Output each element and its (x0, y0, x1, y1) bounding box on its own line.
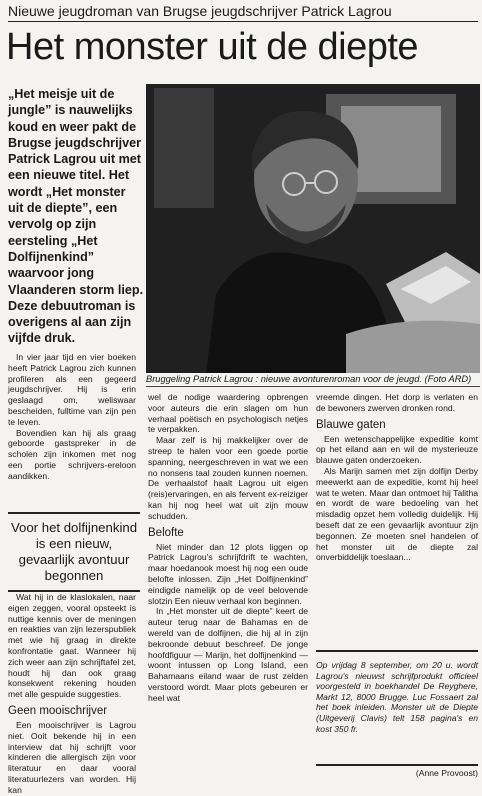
column-2 (148, 392, 308, 704)
photo-caption: Bruggeling Patrick Lagrou : nieuwe avonturenroman voor de jeugd. (Foto ARD) (146, 373, 480, 387)
col1-paragraph-1: In vier jaar tijd en vier boeken heeft Patrick Lagrou zich kunnen profileren als een gegeerd jeugdschrijver. Hij is erin geslaagd om, weliswaar bescheiden, fulltime van zijn pen te leven. (8, 352, 136, 427)
subhead-blauwe-gaten: Blauwe gaten (316, 418, 386, 431)
author-credit: (Anne Provoost) (415, 768, 478, 778)
col1-paragraph-2: Bovendien kan hij als graag geboorde gastspreker in de scholen zijn inkomen met nog een portie schrijvers-ereloon aandikken. (8, 427, 136, 481)
col2-paragraph-4: In „Het monster uit de diepte” keert de auteur terug naar de Bahamas en de wereld van de dolfijnen, die hij al in zijn bekroonde debuut beschreef. De jonge hoofdfiguur — Marijn, het dolfijnenkind — woont intussen op Long Island, een Bahamaans eiland waar de rust zelden verstoord wordt. Maar plots gebeuren er heel wat (148, 606, 308, 703)
subhead-geen-mooischrijver: Geen mooischrijver (8, 704, 108, 717)
event-info-box (316, 650, 478, 766)
lede-text: „Het meisje uit de jungle” is nauwelijks koud en weer pakt de Brugse jeugdschrijver Patrick Lagrou uit met een nieuwe titel. Het wordt „Het monster uit de diepte”, een vervolg op zijn eersteling „Het Dolfijnenkind” waarvoor jong Vlaanderen storm liep. Deze debuutroman is overigens al aan zijn vijfde druk. (8, 87, 144, 346)
col2-paragraph-1: wel de nodige waardering opbrengen voor auteurs die erin slagen om hun verhaal poëtisch en psychologisch netjes te verpakken. (148, 392, 308, 435)
pull-quote: Voor het dolfijnenkind is een nieuw, gevaarlijk avontuur begonnen (8, 512, 140, 592)
kicker-line: Nieuwe jeugdroman van Brugse jeugdschrijver Patrick Lagrou (8, 2, 478, 22)
col1-paragraph-4: Een mooischrijver is Lagrou niet. Ooit bekende hij in een interview dat hij schrijft voor kinderen die allergisch zijn voor literatuur en daar vooral literatuurlezers van worden. Hij kan (8, 719, 136, 795)
col2-paragraph-2: Maar zelf is hij makkelijker over de streep te halen voor een goede portie spanning, neergeschreven in wat we een no nonsens taal zouden kunnen noemen. De verhaalstof haalt Lagrou uit eigen (reis)ervaringen, en als fervent ex-reiziger kan hij nog heel wat uit zijn mouw schudden. (148, 435, 308, 521)
col3-paragraph-2: Een wetenschappelijke expeditie komt op het eiland aan en wil de mysterieuze blauwe gaten onderzoeken. (316, 433, 478, 466)
column-1-top (8, 352, 136, 482)
headline: Het monster uit de diepte (6, 26, 419, 68)
col2-paragraph-3: Niet minder dan 12 plots liggen op Patrick Lagrou's schrijfdrift te wachten, maar hoedanook moest hij nog een oude belofte inlossen. Zijn „Het Dolfijnenkind” eindigde namelijk op de veel belovende slotzin Een nieuw verhaal kon beginnen. (148, 541, 308, 606)
column-1-bottom (8, 592, 136, 796)
col1-paragraph-3: Wat hij in de klaslokalen, naar eigen zeggen, vooral opsteekt is nuttige kennis over de meningen en reakties van zijn lezerspubliek met wie hij graag in direkte konfrontatie gaat. Wanneer hij zich weer aan zijn schrijftafel zet, houdt hij dan ook graag konsekwent rekening houden met alle gespuide suggesties. (8, 592, 136, 700)
author-photo-image (146, 84, 480, 373)
lede-paragraph (8, 86, 144, 347)
column-3 (316, 392, 478, 563)
author-photo (146, 84, 480, 373)
subhead-belofte: Belofte (148, 526, 184, 539)
col3-paragraph-3: Als Marijn samen met zijn dolfijn Derby meewerkt aan de expeditie, komt hij heel wat te weten. Maar dan ontmoet hij Talitha en wordt de ware bedoeling van het misdadig opzet hem volledig duidelijk. Hij beseft dat ze een gevaarlijk avontuur zijn begonnen. Ze moeten snel handelen of het monster uit de diepte zal onverbiddelijk toeslaan... (316, 465, 478, 563)
event-info-text: Op vrijdag 8 september, om 20 u. wordt Lagrou's nieuwst schrijfprodukt officieel voorgesteld in boekhandel De Reyghere, Markt 12, 8000 Brugge. Luc Fossaert zal het boek inleiden. Monster uit de Diepte (Uitgeverij Clavis) telt 158 pagina's en kost 350 fr. (316, 660, 478, 734)
col3-paragraph-1: vreemde dingen. Het dorp is verlaten en de bewoners zwerven dronken rond. (316, 392, 478, 413)
